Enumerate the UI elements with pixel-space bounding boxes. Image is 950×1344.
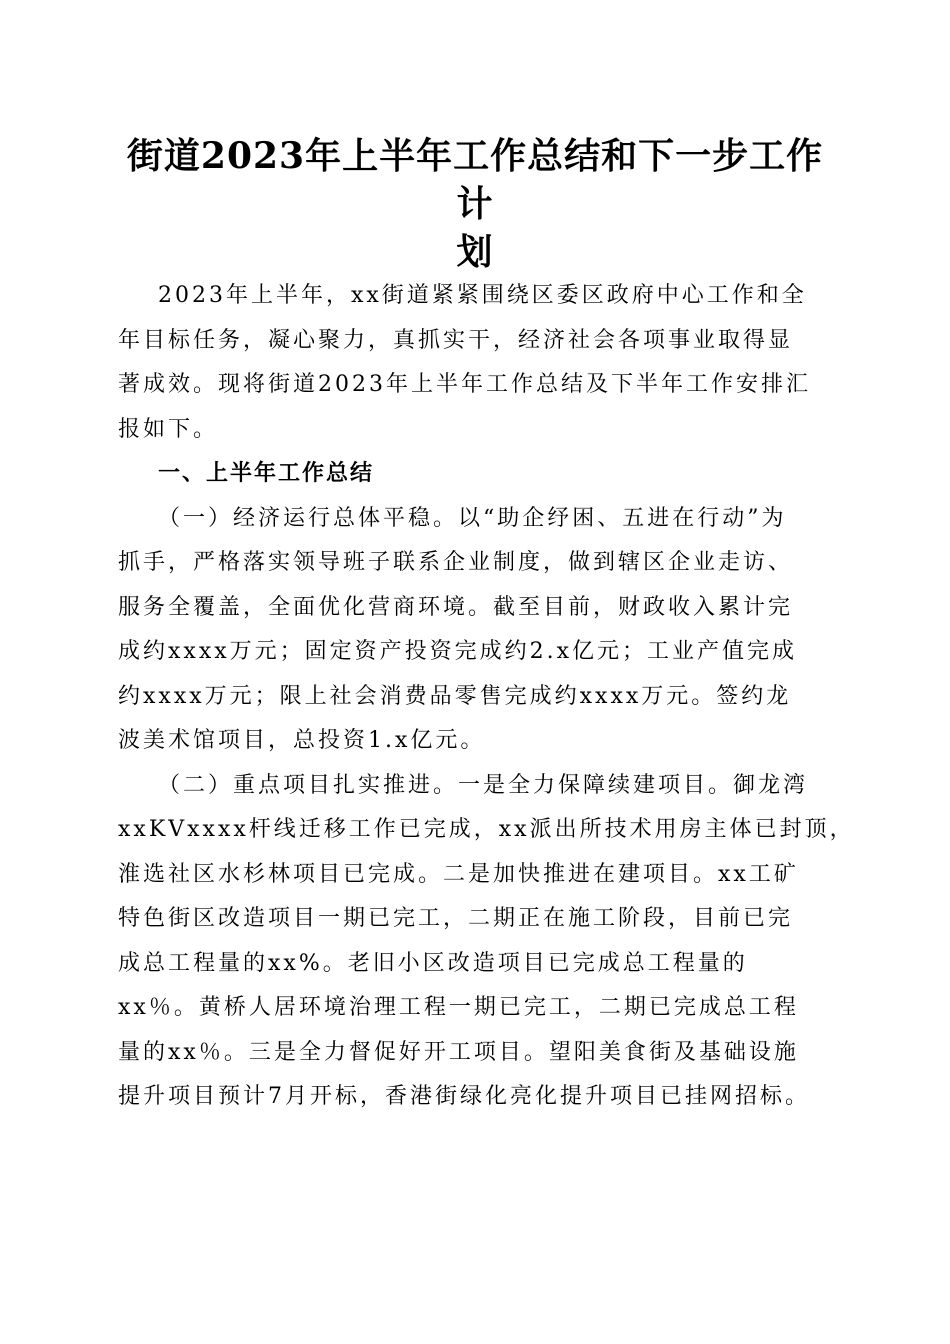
intro-line: 年目标任务，凝心聚力，真抓实干，经济社会各项事业取得显 — [118, 327, 794, 353]
paragraph-line: xx％。黄桥人居环境治理工程一期已完工，二期已完成总工程 — [118, 995, 799, 1020]
paragraph-line: 量的xx％。三是全力督促好开工项目。望阳美食街及基础设施 — [118, 1039, 799, 1065]
projects-paragraph — [118, 764, 855, 1120]
paragraph-line: 服务全覆盖，全面优化营商环境。截至目前，财政收入累计完 — [118, 594, 794, 620]
paragraph-line: （一）经济运行总体平稳。以“助企纾困、五进在行动”为 — [158, 505, 787, 531]
paragraph-line: 约xxxx万元；限上社会消费品零售完成约xxxx万元。签约龙 — [118, 683, 792, 709]
paragraph-line: xxKVxxxx杆线迁移工作已完成，xx派出所技术用房主体已封顶， — [118, 817, 855, 842]
economy-paragraph — [118, 497, 834, 764]
paragraph-line: 淮选社区水杉林项目已完成。二是加快推进在建项目。xx工矿 — [118, 861, 799, 887]
section-heading: 一、上半年工作总结 — [158, 461, 375, 486]
paragraph-line: 波美术馆项目，总投资1.x亿元。 — [118, 728, 486, 753]
title-line-1: 街道2023年上半年工作总结和下一步工作计 — [126, 135, 824, 225]
paragraph-line: 成约xxxx万元；固定资产投资完成约2.x亿元；工业产值完成 — [118, 639, 798, 664]
intro-line: 报如下。 — [118, 416, 219, 442]
title-line-2: 划 — [456, 231, 494, 273]
paragraph-line: 提升项目预计7月开标，香港街绿化亮化提升项目已挂网招标。 — [118, 1084, 810, 1109]
paragraph-line: （二）重点项目扎实推进。一是全力保障续建项目。御龙湾 — [158, 772, 809, 798]
document-body — [118, 274, 855, 1120]
intro-line: 著成效。现将街道2023年上半年工作总结及下半年工作安排汇 — [118, 372, 811, 397]
intro-paragraph — [118, 274, 834, 452]
intro-line: 2023年上半年，xx街道紧紧围绕区委区政府中心工作和全 — [158, 283, 807, 308]
document-title — [110, 132, 840, 276]
paragraph-line: 特色街区改造项目一期已完工，二期正在施工阶段，目前已完 — [118, 906, 794, 931]
paragraph-line: 成总工程量的xx%。老旧小区改造项目已完成总工程量的 — [118, 950, 748, 976]
paragraph-line: 抓手，严格落实领导班子联系企业制度，做到辖区企业走访、 — [118, 550, 794, 575]
